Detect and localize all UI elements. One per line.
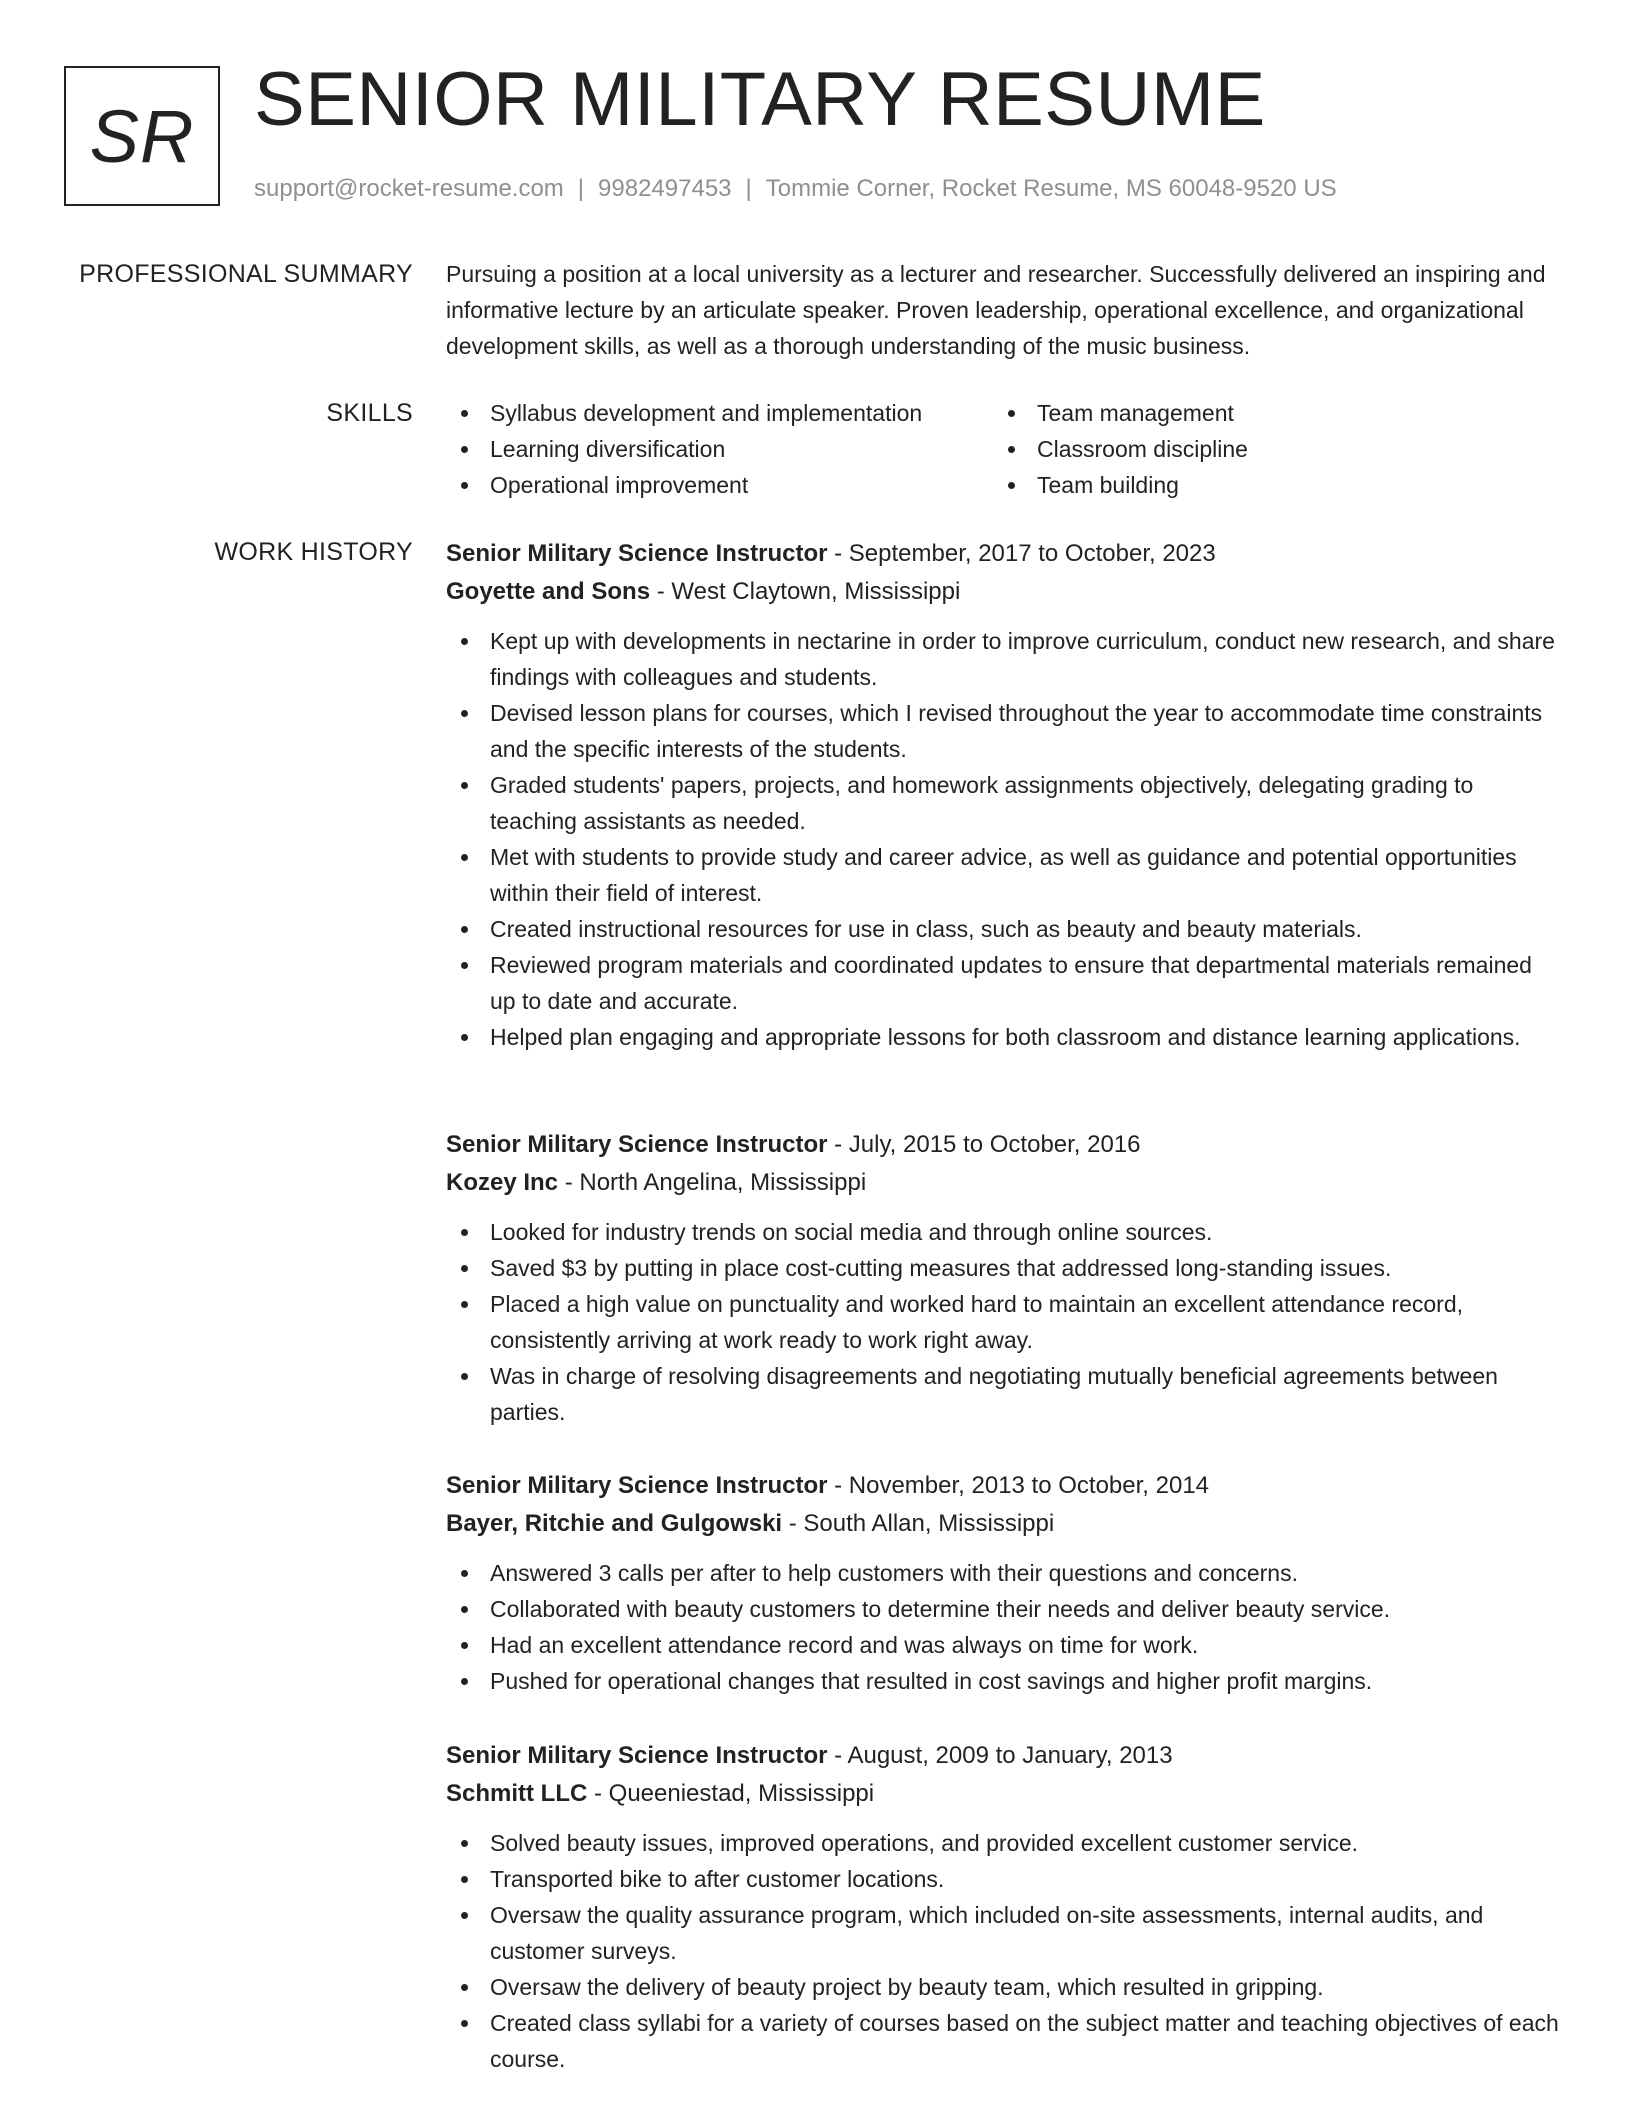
job-entry [446,1737,1562,2077]
job-dash: - [827,1742,848,1769]
job-entry [446,1467,1562,1699]
job-bullet: Oversaw the quality assurance program, which included on-site assessments, internal audits, and customer surveys. [446,1897,1562,1969]
job-bullet: Oversaw the delivery of beauty project by beauty team, which resulted in gripping. [446,1969,1562,2005]
job-location: North Angelina, Mississippi [579,1169,867,1196]
job-company-line [446,1505,1562,1543]
job-entry [446,1126,1562,1430]
job-bullet: Was in charge of resolving disagreements and negotiating mutually beneficial agreements between parties. [446,1358,1562,1430]
skill-item: Operational improvement [446,467,993,503]
skills-body [446,395,1562,503]
job-location: Queeniestad, Mississippi [608,1780,875,1807]
summary-text: Pursuing a position at a local university as a lecturer and researcher. Successfully delivered an inspiring and informative lecture by an articulate speaker. Proven leadership, operational excellence, and organizational development skills, as well as a thorough understanding of the music business. [446,261,1546,359]
job-bullet: Placed a high value on punctuality and worked hard to maintain an excellent attendance record, consistently arriving at work ready to work right away. [446,1286,1562,1358]
job-bullet: Created class syllabi for a variety of courses based on the subject matter and teaching objectives of each course. [446,2005,1562,2077]
job-bullet: Had an excellent attendance record and was always on time for work. [446,1627,1562,1663]
job-entry [446,535,1562,1055]
job-bullet: Met with students to provide study and career advice, as well as guidance and potential opportunities within their field of interest. [446,839,1562,911]
job-dash: - [558,1169,580,1196]
contact-phone[interactable]: 9982497453 [598,175,732,202]
job-bullet: Helped plan engaging and appropriate lessons for both classroom and distance learning applications. [446,1019,1562,1055]
job-title: Senior Military Science Instructor [446,540,828,567]
job-bullet: Devised lesson plans for courses, which I revised throughout the year to accommodate time constraints and the specific interests of the students. [446,695,1562,767]
job-dash: - [587,1780,609,1807]
contact-separator: | [745,175,752,202]
job-company-line [446,573,1562,611]
skill-item: Team management [993,395,1540,431]
job-bullet: Answered 3 calls per after to help customers with their questions and concerns. [446,1555,1562,1591]
job-location: South Allan, Mississippi [803,1510,1055,1537]
job-dash: - [827,1472,849,1499]
monogram-logo: SR [64,66,220,206]
contact-line [254,174,1337,204]
job-title: Senior Military Science Instructor [446,1472,828,1499]
job-bullet: Created instructional resources for use in class, such as beauty and beauty materials. [446,911,1562,947]
job-title-line [446,1126,1562,1164]
job-bullet: Graded students' papers, projects, and homework assignments objectively, delegating grading to teaching assistants as needed. [446,767,1562,839]
skill-item: Learning diversification [446,431,993,467]
job-bullet: Pushed for operational changes that resulted in cost savings and higher profit margins. [446,1663,1562,1699]
job-dash: - [827,1131,849,1158]
job-company: Bayer, Ritchie and Gulgowski [446,1510,783,1537]
contact-separator: | [577,175,585,202]
contact-email[interactable]: support@rocket-resume.com [254,175,564,202]
resume-title: SENIOR MILITARY RESUME [254,57,1266,142]
job-dates: September, 2017 to October, 2023 [848,540,1216,567]
job-bullet: Collaborated with beauty customers to determine their needs and deliver beauty service. [446,1591,1562,1627]
summary-body [446,256,1562,364]
skills-list [446,395,1562,503]
job-bullets [446,1825,1562,2077]
job-title: Senior Military Science Instructor [446,1742,828,1769]
skill-item: Team building [993,467,1540,503]
job-dash: - [827,540,849,567]
job-title-line [446,1737,1562,1775]
job-bullet: Transported bike to after customer locations. [446,1861,1562,1897]
job-bullets [446,1555,1562,1699]
job-title-line [446,1467,1562,1505]
job-company: Schmitt LLC [446,1780,588,1807]
job-bullets [446,1214,1562,1430]
job-bullet: Kept up with developments in nectarine in order to improve curriculum, conduct new research, and share findings with colleagues and students. [446,623,1562,695]
job-bullet: Looked for industry trends on social media and through online sources. [446,1214,1562,1250]
job-dates: November, 2013 to October, 2014 [848,1472,1210,1499]
job-bullet: Reviewed program materials and coordinated updates to ensure that departmental materials remained up to date and accurate. [446,947,1562,1019]
summary-heading: PROFESSIONAL SUMMARY [79,260,413,288]
job-bullet: Solved beauty issues, improved operations, and provided excellent customer service. [446,1825,1562,1861]
work-history-heading: WORK HISTORY [214,538,413,566]
job-company: Goyette and Sons [446,578,651,605]
job-dash: - [782,1510,804,1537]
skill-item: Syllabus development and implementation [446,395,993,431]
skills-heading: SKILLS [326,399,413,427]
job-company-line [446,1164,1562,1202]
job-company: Kozey Inc [446,1169,559,1196]
skill-item: Classroom discipline [993,431,1540,467]
job-dates: August, 2009 to January, 2013 [847,1742,1173,1769]
job-dates: July, 2015 to October, 2016 [848,1131,1141,1158]
job-bullet: Saved $3 by putting in place cost-cutting measures that addressed long-standing issues. [446,1250,1562,1286]
job-title-line [446,535,1562,573]
job-title: Senior Military Science Instructor [446,1131,828,1158]
job-company-line [446,1775,1562,1813]
job-dash: - [650,578,672,605]
job-location: West Claytown, Mississippi [671,578,961,605]
job-bullets [446,623,1562,1055]
contact-address: Tommie Corner, Rocket Resume, MS 60048-9520 US [765,175,1337,202]
